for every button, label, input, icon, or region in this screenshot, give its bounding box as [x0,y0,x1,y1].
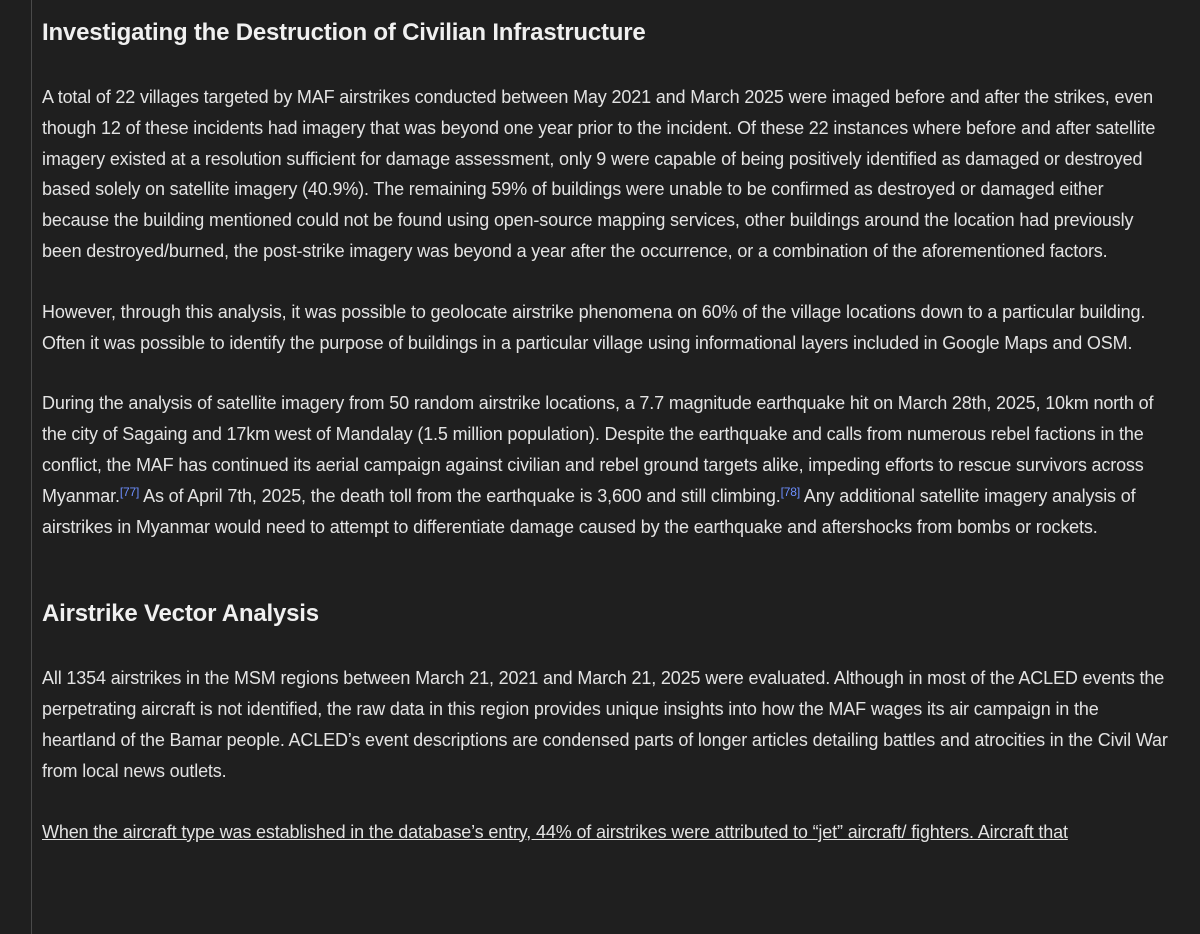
earthquake-text-2: As of April 7th, 2025, the death toll from the earthquake is 3,600 and still climbing. [139,485,781,506]
paragraph-earthquake [42,388,1172,542]
left-border-divider [31,0,32,934]
footnote-ref-78[interactable]: [78] [780,484,801,499]
footnote-ref-77[interactable]: [77] [119,484,140,499]
paragraph-aircraft-type: When the aircraft type was established in the database’s entry, 44% of airstrikes were attributed to “jet” aircraft/ fighters. Aircraft that [42,821,1068,842]
paragraph-villages-imaged: A total of 22 villages targeted by MAF airstrikes conducted between May 2021 and March 2025 were imaged before and after the strikes, even though 12 of these incidents had imagery that was beyond one year prior to the incident. Of these 22 instances where before and after satellite imagery existed at a resolution sufficient for damage assessment, only 9 were capable of being positively identified as damaged or destroyed based solely on satellite imagery (40.9%). The remaining 59% of buildings were unable to be confirmed as destroyed or damaged either because the building mentioned could not be found using open-source mapping services, other buildings around the location had previously been destroyed/burned, the post-strike imagery was beyond a year after the occurrence, or a combination of the aforementioned factors. [42,87,1156,261]
article-content [42,14,1172,847]
section-heading-vector-analysis: Airstrike Vector Analysis [42,600,319,628]
earthquake-text-3: Any additional satellite imagery analysis of airstrikes in Myanmar would need to attempt to differentiate damage caused by the earthquake and aftershocks from bombs or rockets. [42,485,1136,537]
section-heading-destruction: Investigating the Destruction of Civilian Infrastructure [42,19,646,46]
earthquake-text-1: During the analysis of satellite imagery from 50 random airstrike locations, a 7.7 magnitude earthquake hit on March 28th, 2025, 10km north of the city of Sagaing and 17km west of Mandalay (1.5 million population). Despite the earthquake and calls from numerous rebel factions in the conflict, the MAF has continued its aerial campaign against civilian and rebel ground targets alike, impeding efforts to rescue survivors across Myanmar. [42,393,1154,506]
paragraph-geolocation: However, through this analysis, it was possible to geolocate airstrike phenomena on 60% of the village locations down to a particular building. Often it was possible to identify the purpose of buildings in a particular village using informational layers included in Google Maps and OSM. [42,301,1146,353]
paragraph-airstrikes-evaluated: All 1354 airstrikes in the MSM regions between March 21, 2021 and March 21, 2025 were evaluated. Although in most of the ACLED events the perpetrating aircraft is not identified, the raw data in this region provides unique insights into how the MAF wages its air campaign in the heartland of the Bamar people. ACLED’s event descriptions are condensed parts of longer articles detailing battles and atrocities in the Civil War from local news outlets. [42,668,1168,781]
